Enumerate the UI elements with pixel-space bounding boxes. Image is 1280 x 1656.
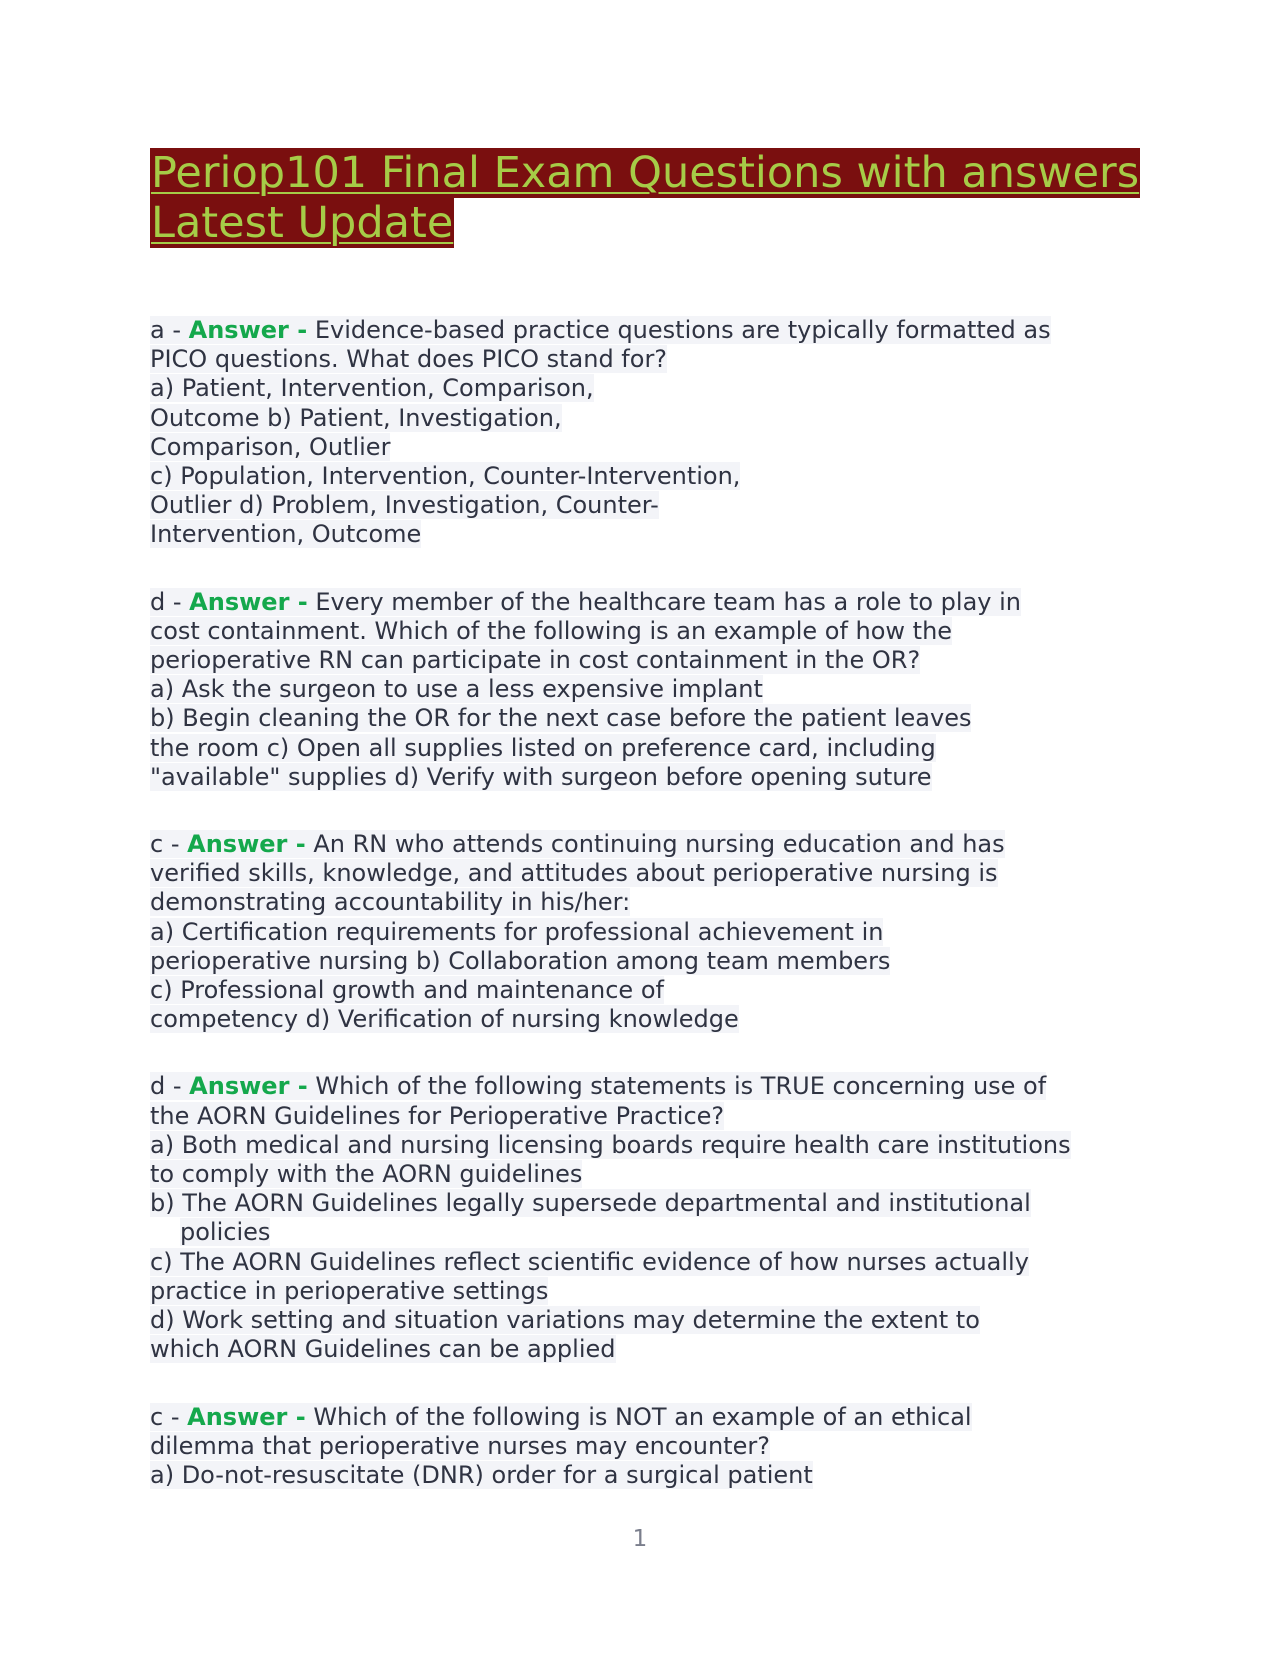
option-line: c) Professional growth and maintenance of — [150, 976, 664, 1005]
question-first-line — [150, 316, 1140, 345]
question-block-4 — [150, 1072, 1140, 1364]
answer-label: Answer - — [189, 587, 308, 616]
option-line: a) Ask the surgeon to use a less expensive implant — [150, 675, 763, 704]
option-line: c) Population, Intervention, Counter-Intervention, — [150, 462, 741, 491]
answer-label: Answer - — [189, 1072, 308, 1101]
question-list — [150, 316, 1140, 1528]
question-text: Which of the following is NOT an example of an ethical — [313, 1402, 972, 1431]
question-block-1 — [150, 316, 1140, 550]
option-line: Intervention, Outcome — [150, 520, 422, 549]
option-line: Outlier d) Problem, Investigation, Counter- — [150, 491, 659, 520]
answer-letter: a - — [150, 316, 181, 344]
question-line: cost containment. Which of the following is an example of how the — [150, 616, 953, 645]
answer-letter: d - — [150, 1072, 182, 1101]
option-line: b) The AORN Guidelines legally supersede departmental and institutional — [150, 1189, 1031, 1218]
answer-letter: c - — [150, 830, 180, 859]
option-line: the room c) Open all supplies listed on preference card, including — [150, 733, 936, 762]
answer-label: Answer - — [188, 316, 308, 344]
option-line: a) Both medical and nursing licensing boards require health care institutions — [150, 1130, 1071, 1159]
question-block-2 — [150, 588, 1140, 792]
option-line: which AORN Guidelines can be applied — [150, 1335, 616, 1364]
question-block-3 — [150, 830, 1140, 1034]
option-line: "available" supplies d) Verify with surgeon before opening suture — [150, 762, 932, 791]
option-line: a) Patient, Intervention, Comparison, — [150, 374, 594, 403]
document-title — [150, 148, 1140, 248]
question-first-line — [150, 1403, 1140, 1432]
option-line: a) Certification requirements for professional achievement in — [150, 917, 884, 946]
answer-letter: d - — [150, 587, 182, 616]
option-line: d) Work setting and situation variations may determine the extent to — [150, 1306, 980, 1335]
question-line: PICO questions. What does PICO stand for? — [150, 345, 668, 374]
option-line: b) Begin cleaning the OR for the next case before the patient leaves — [150, 704, 972, 733]
answer-label: Answer - — [187, 1402, 306, 1431]
option-line: c) The AORN Guidelines reflect scientific evidence of how nurses actually — [150, 1247, 1029, 1276]
page-number: 1 — [632, 1526, 648, 1552]
option-line: competency d) Verification of nursing knowledge — [150, 1005, 739, 1034]
option-line: to comply with the AORN guidelines — [150, 1160, 583, 1189]
question-text: An RN who attends continuing nursing education and has — [313, 830, 1005, 859]
question-block-5 — [150, 1403, 1140, 1491]
option-line: a) Do-not-resuscitate (DNR) order for a surgical patient — [150, 1460, 813, 1489]
question-line: the AORN Guidelines for Perioperative Practice? — [150, 1101, 725, 1130]
question-text: Every member of the healthcare team has a role to play in — [315, 587, 1022, 616]
question-first-line — [150, 830, 1140, 859]
title-line-2: Latest Update — [151, 198, 454, 248]
question-line: perioperative RN can participate in cost containment in the OR? — [150, 646, 921, 675]
option-line: perioperative nursing b) Collaboration among team members — [150, 946, 891, 975]
answer-letter: c - — [150, 1402, 180, 1431]
question-text: Which of the following statements is TRUE concerning use of — [315, 1072, 1047, 1101]
option-line: Comparison, Outlier — [150, 432, 391, 461]
question-line: demonstrating accountability in his/her: — [150, 888, 631, 917]
question-first-line — [150, 588, 1140, 617]
question-text: Evidence-based practice questions are typically formatted as — [314, 316, 1051, 344]
title-line-1: Periop101 Final Exam Questions with answers — [151, 148, 1140, 198]
option-line: Outcome b) Patient, Investigation, — [150, 403, 562, 432]
option-line: practice in perioperative settings — [150, 1276, 549, 1305]
question-line: dilemma that perioperative nurses may encounter? — [150, 1431, 770, 1460]
question-first-line — [150, 1072, 1140, 1101]
question-line: verified skills, knowledge, and attitudes about perioperative nursing is — [150, 859, 998, 888]
answer-label: Answer - — [187, 830, 306, 859]
option-line: policies — [180, 1218, 271, 1247]
